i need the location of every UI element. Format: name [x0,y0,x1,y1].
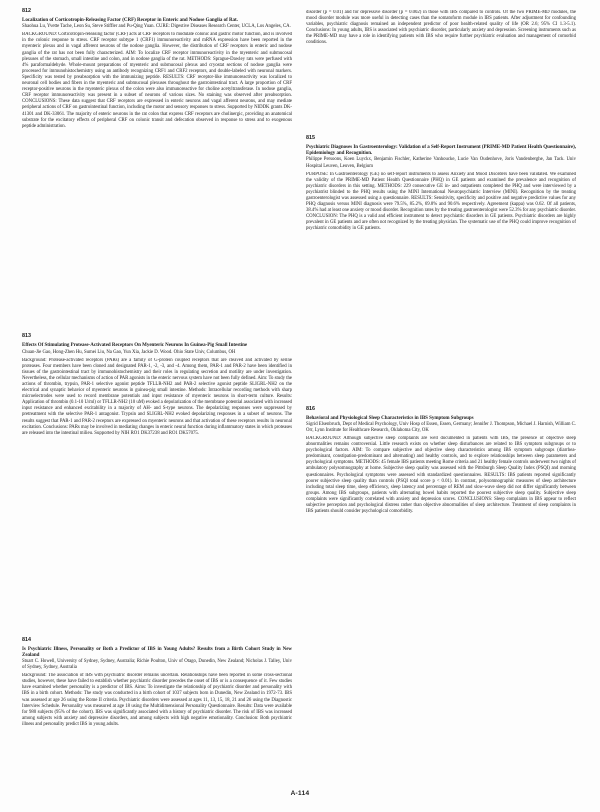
left-column [22,8,292,812]
abstract-body: disorder (p = 0.01) and for depressive disorder (p = 0.002) in those with IBS compared to controls. Of the two PRIME-MD modules, the mood disorder module was more useful in detecting cases than the somatoform module in IBS patients. After adjustment for confounding variables, psychiatric diagnosis remained an independent predictor of poor health-related quality of life (OR 2.6; 95% CI 1.3-5.1). Conclusions: In young adults, IBS is associated with psychiatric disorder, particularly anxiety and depression. Screening instruments such as the PRIME-MD may have a role in identifying patients with IBS who require further psychiatric evaluation and management of comorbid conditions. [306,10,576,46]
abstract-authors: Philippe Persoons, Koen Luyckx, Benjamin Fischler, Katherine Vanhoucke, Lucie Van Oudenhove, Joris Vandenberghe, Jan Tack. Univ Hospital Leuven, Leuven, Belgium [306,157,576,169]
abstract-816 [306,406,576,718]
abstract-body: Background: Protease-activated receptors (PARs) are a family of G-protein coupled receptors that are cleaved and activated by serine proteases. Four members have been cloned and designated PAR-1, -2, -3, and -4. Among them, PAR-1 and PAR-2 have been identified in tissues of the gastrointestinal tract by immunohistochemistry and their roles in regulating secretion and motility are under investigation. Nevertheless, the cellular mechanisms of action of PAR agonists in the enteric nervous system have not been fully defined. Aim: To study the actions of thrombin, trypsin, PAR-1 selective agonist peptide TFLLR-NH2 and PAR-2 selective agonist peptide SLIGRL-NH2 on the electrical and synaptic behavior of myenteric neurons in guinea-pig small intestine. Methods: Intracellular recording methods with sharp microelectrodes were used to record membrane potentials and input resistance of myenteric neurons in short-term culture. Results: Application of thrombin (0.1-10 U/ml) or TFLLR-NH2 (10 uM) evoked a depolarization of the membrane potential associated with increased input resistance and enhanced excitability in a majority of AH- and S-type neurons. The depolarizing responses were suppressed by pretreatment with the selective PAR-1 antagonist. Trypsin and SLIGRL-NH2 evoked depolarizing responses in a subset of neurons. The results suggest that PAR-1 and PAR-2 receptors are expressed on myenteric neurons and that activation of these receptors results in neuronal excitation. Conclusions: PARs may be involved in mediating changes in enteric neural function during inflammatory states in which proteases are released into the intestinal milieu. Supported by NIH RO1 DK37238 and RO1 DK57075. [22,357,292,436]
abstract-title: Localization of Corticotropin-Releasing Factor (CRF) Receptor in Enteric and Nodose Ganglia of Rat. [22,18,238,23]
abstract-authors: Shaohua Lu, Yvette Tache, Leon Su, Steve Stiffler and Pu-Qing Yuan. CURE: Digestive Diseases Research Center, UCLA, Los Angeles, CA. [22,24,291,30]
abstract-title: Is Psychiatric Illness, Personality or Both a Predictor of IBS in Young Adults? Results from a Birth Cohort Study in New Zealand [22,646,292,658]
abstract-authors: Stuart C. Howell, University of Sydney, Sydney, Australia; Richie Poulton, Univ of Otago, Dunedin, New Zealand; Nicholas J. Talley, Univ of Sydney, Sydney, Australia [22,659,292,671]
abstract-authors: Chuan-Jie Gao, Hong-Zhen Hu, Sumei Liu, Na Gao, Yun Xia, Jackie D. Wood. Ohio State Univ, Columbus, OH [22,349,236,355]
abstract-number: 813 [22,333,31,340]
page-number: A-114 [290,790,310,797]
abstract-body: BACKGROUND: Corticotropin-releasing factor (CRF) acts at CRF receptors to modulate colonic and gastric motor function, and is involved in the colonic response to stress. CRF receptor subtype 1 (CRF1) immunoreactivity and mRNA expression have been reported in the myenteric plexus and in vagal afferent neurons of the nodose ganglia. However, the distribution of CRF receptors in enteric and nodose ganglia of the rat has not been fully characterized. AIM: To localize CRF receptor immunoreactivity in the myenteric and submucosal plexuses of the stomach, small intestine and colon, and in nodose ganglia of the rat. METHODS: Sprague-Dawley rats were perfused with 4% paraformaldehyde. Whole-mount preparations of myenteric and submucosal plexus and cryostat sections of nodose ganglia were processed for immunohistochemistry using an antibody recognizing CRF1 and CRF2 receptors, and double-labeled with neuronal markers. Specificity was tested by preabsorption with the immunizing peptide. RESULTS: CRF receptor-like immunoreactivity was localized to neuronal cell bodies and fibers in the myenteric and submucosal plexuses throughout the gastrointestinal tract. A large proportion of CRF receptor-positive neurons in the myenteric plexus of the colon were also immunoreactive for choline acetyltransferase. In nodose ganglia, CRF receptor immunoreactivity was present in a subset of neurons of various sizes. No staining was observed after preabsorption. CONCLUSIONS: These data suggest that CRF receptors are expressed in enteric neurons and vagal afferent neurons, and may mediate peripheral actions of CRF on gastrointestinal function, including the motor and sensory responses to stress. Supported by NIDDK grants DK-41301 and DK-33061. The majority of enteric neurons in the rat colon that express CRF receptors are cholinergic, providing an anatomical substrate for the excitatory effects of peripheral CRF on colonic transit and defecation observed in response to stress and to exogenous peptide administration. [22,32,292,129]
abstract-815 [306,135,576,397]
abstract-body: Background: The association of IBS with psychiatric disorder remains uncertain. Relationships have been reported in some cross-sectional studies, however, these have failed to establish whether psychiatric disorder precedes the onset of IBS or is a consequence of it. Few studies have examined whether personality is a predictor of IBS. Aims: To investigate the relationship of psychiatric disorder and personality with IBS in a birth cohort. Methods: The study was conducted in a birth cohort of 1037 subjects born in Dunedin, New Zealand in 1972-73. IBS was assessed at age 26 using the Rome II criteria. Psychiatric disorders were assessed at ages 11, 13, 15, 18, 21 and 26 using the Diagnostic Interview Schedule. Personality was measured at age 18 using the Multidimensional Personality Questionnaire. Results: Data were available for 980 subjects (95% of the cohort). IBS was significantly associated with a history of psychiatric disorder. The risk of IBS was increased among subjects with anxiety and depressive disorders, and among subjects with high negative emotionality. Conclusion: Both psychiatric illness and personality predict IBS in young adults. [22,673,292,727]
abstract-number: 812 [22,8,31,14]
abstract-number: 814 [22,636,31,643]
abstract-812 [22,8,292,324]
abstract-number: 815 [306,135,315,141]
abstract-number: 816 [306,405,315,412]
abstract-body: BACKGROUND: Although subjective sleep complaints are well documented in patients with IBS, the presence of objective sleep abnormalities remains controversial. Little research exists on whether sleep disturbances are related to IBS symptom subgroups or to psychological factors. AIM: To compare subjective and objective sleep characteristics among IBS symptom subgroups (diarrhea-predominant, constipation-predominant and alternating) and healthy controls, and to explore relationships between sleep parameters and psychological symptoms. METHODS: 45 female IBS patients meeting Rome criteria and 21 healthy female controls underwent two nights of ambulatory polysomnography at home. Subjective sleep quality was assessed with the Pittsburgh Sleep Quality Index (PSQI) and morning questionnaires. Psychological symptoms were assessed with standardized questionnaires. RESULTS: IBS patients reported significantly poorer subjective sleep quality than controls (PSQI total score p < 0.01). In contrast, polysomnographic measures of sleep architecture including total sleep time, sleep efficiency, sleep latency and percentage of REM and slow-wave sleep did not differ significantly between groups. Among IBS subgroups, patients with alternating bowel habits reported the poorest subjective sleep quality. Subjective sleep complaints were significantly correlated with anxiety and depression scores. CONCLUSIONS: Sleep complaints in IBS appear to reflect subjective perception and psychological distress rather than objective abnormalities of sleep architecture. Treatment of sleep complaints in IBS patients should consider psychological comorbidity. [306,435,576,515]
abstract-continuation [306,8,576,126]
abstract-813 [22,333,292,627]
abstract-body: PURPOSE: In Gastroenterology (GE) no self-report instruments to assess Anxiety and Mood Disorders have been validated. We examined the validity of the PRIME-MD Patient Health Questionnaire (PHQ) in GE patients and examined the prevalence and recognition of psychiatric disorders in this setting. METHODS: 229 consecutive GE in- and outpatients completed the PHQ and were interviewed by a psychiatrist blinded to the PHQ results using the MINI International Neuropsychiatric Interview (MINI). Recognition by the treating gastroenterologist was assessed using a questionnaire. RESULTS: Sensitivity, specificity and positive and negative predictive values for any PHQ diagnosis versus MINI diagnosis were 79.5%, 85.2%, 69.8% and 90.6% respectively. Agreement (kappa) was 0.62. Of all patients, 38.4% had at least one anxiety or mood disorder. Recognition rates by the treating gastroenterologist were 52.3% for any psychiatric disorder. CONCLUSION: The PHQ is a valid and efficient instrument to detect psychiatric disorders in GE patients. Psychiatric disorders are highly prevalent in GE patients and are often not recognized by the treating physician. The systematic use of the PHQ could improve recognition of psychiatric comorbidity in GE patients. [306,171,576,232]
abstract-title: Psychiatric Diagnoses In Gastroenterology: Validation of a Self-Report Instrument (PRIME-MD Patient Health Questionnaire), Epidemiology and Recognition. [306,145,576,157]
abstract-814 [22,637,292,812]
right-column [306,8,576,727]
abstract-authors: Sigrid Elsenbruch, Dept of Medical Psychology, Univ Hosp of Essen, Essen, Germany; Jennifer J. Thompson, Michael J. Harnish, William C. Orr, Lynn Institute for Healthcare Research, Oklahoma City, OK [306,421,576,433]
abstract-title: Effects Of Stimulating Protease-Activated Receptors On Myenteric Neurons In Guinea-Pig Small Intestine [22,343,248,349]
abstract-title: Behavioral and Physiological Sleep Characteristics in IBS Symptom Subgroups [306,415,474,421]
